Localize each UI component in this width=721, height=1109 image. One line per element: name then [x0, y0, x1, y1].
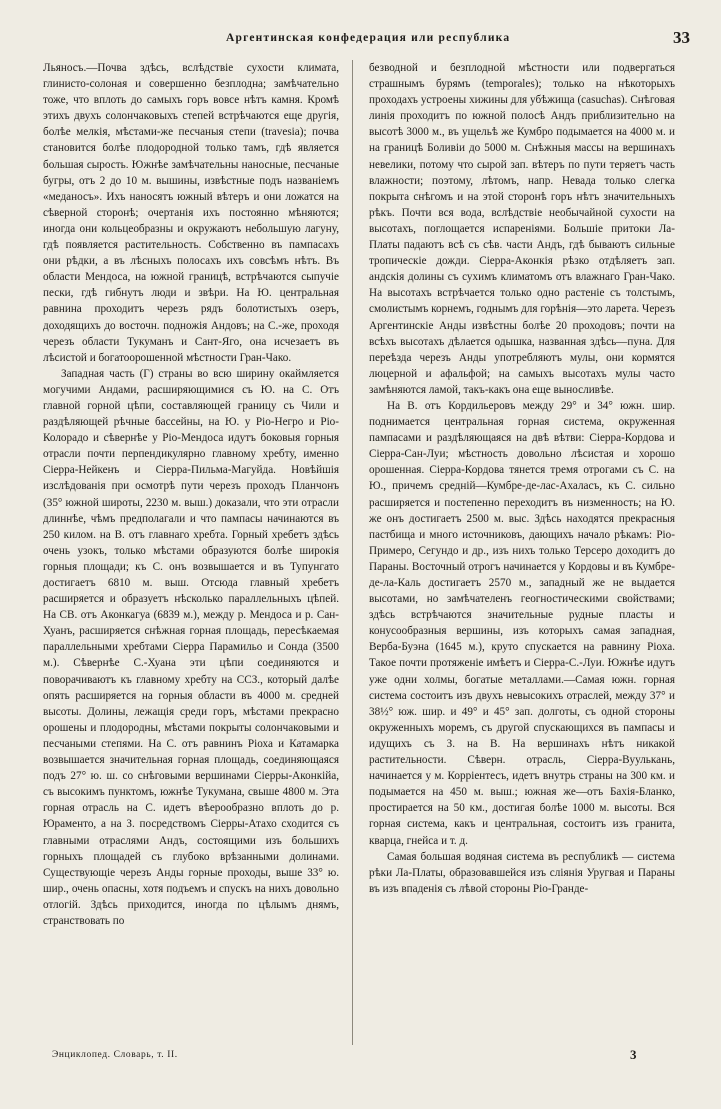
page-header [40, 30, 690, 52]
paragraph: Западная часть (Г) страны во всю ширину окаймляется могучими Андами, расширяющимися съ Ю. на С. Отъ главной горной цѣпи, составляющей границу съ Чили и раздѣляющей рѣчные бассейны, на Ю. у Ріо-Негро и Ріо-Колорадо и сѣвернѣе у Ріо-Мендоса идутъ боковыя горныя отрасли почти перпендикулярно главному хребту, именно Сіерра-Нейкенъ и Сіерра-Пильма-Магуйда. Новѣйшія изслѣдованія при осмотрѣ пути черезъ проходъ Планчонъ (35° южной широты, 2230 м. выш.) доказали, что эти отрасли длиннѣе, чѣмъ предполагали и что пампасы начинаются въ 250 килом. на В. отъ главнаго хребта. Горный хребетъ здѣсь очень узокъ, только мѣстами образуются болѣе широкія горныя площади; къ С. онъ возвышается и въ Тупунгато достигаетъ 6810 м. выш. Отсюда главный хребетъ расширяется и образуетъ нѣсколько параллельныхъ цѣпей. На СВ. отъ Аконкагуа (6839 м.), между р. Мендоса и р. Сан-Хуанъ, расширяется снѣжная горная площадь, пересѣкаемая параллельными хребтами Сіерра Парамильо и Сонда (3500 м.). Сѣвернѣе С.-Хуана эти цѣпи соединяются и поворачиваютъ къ главному хребту на ССЗ., который далѣе опять расширяется на горныя области въ 4000 м. средней высоты. Долины, лежащія среди горъ, мѣстами прекрасно орошены и плодородны, мѣстами покрыты солончаковыми и песчаными степями. На С. отъ равнинъ Ріоха и Катамарка возвышается значительная горная площадь, соединяющаяся подъ 27° ю. ш. со снѣговыми вершинами Сіерры-Аконкійа, съ высокимъ пунктомъ, южнѣе Тукумана, свыше 4800 м. Эта горная отрасль на С. идетъ вѣерообразно вплоть до р. Юраменто, а на З. посредствомъ Сіерры-Атахо сходится съ главными отраслями Андъ, состоящими изъ большихъ горныхъ площадей съ глубоко врѣзанными долинами. Существующіе черезъ Анды горные проходы, выше 33° ю. шир., очень опасны, хотя подъемъ и спускъ на нихъ довольно отлогій. Здѣсь приходится, иногда по цѣлымъ днямъ, странствовать по [43, 367, 339, 927]
paragraph: безводной и безплодной мѣстности или подвергаться страшнымъ бурямъ (temporales); только на нѣкоторыхъ проходахъ устроены хижины для убѣжища (casuchas). Снѣговая линія проходитъ по южной полосѣ Андъ приблизительно на высотѣ 3000 м., въ ущельѣ же Кумбро подымается на 4000 м. и на границѣ Боливіи до 5000 м. Снѣжныя массы на вершинахъ невелики, потому что сырой зап. вѣтеръ по пути теряетъ часть влажности; поэтому, лѣтомъ, напр. Невада только слегка покрыта снѣгомъ и на этой сторонѣ горъ нѣтъ значительныхъ рѣкъ. Почти вся вода, вслѣдствіе необычайной сухости на высотахъ, поглощается испареніями. Большіе притоки Ла-Платы падаютъ всѣ съ сѣв. части Андъ, гдѣ бываютъ сильные тропическіе дожди. Сіерра-Аконкія рѣзко отдѣляетъ зап. андскія долины съ сухимъ климатомъ отъ влажнаго Гран-Чако. На высотахъ встрѣчается только одно растеніе съ толстымъ, смолистымъ корнемъ, годнымъ для горѣнія—это ларета. Черезъ Аргентинскіе Анды извѣстны болѣе 20 проходовъ; почти на всѣхъ высотахъ дѣлается одышка, названная здѣсь—пуна. Для переѣзда черезъ Анды употребляютъ мулы, они кормятся люцерной и афальфой; на самыхъ высотахъ мулы часто замѣняются ламой, такъ-какъ она еще выносливѣе. [369, 62, 675, 396]
column-divider [352, 60, 353, 1045]
right-column [369, 60, 675, 897]
page-number: 33 [673, 28, 690, 47]
footer-source: Энциклопед. Словарь, т. II. [52, 1050, 178, 1060]
running-title: Аргентинская конфедерация или республика [226, 32, 511, 44]
printer-signature: 3 [630, 1047, 637, 1062]
paragraph: Самая большая водяная система въ республикѣ — система рѣки Ла-Платы, образовавшейся изъ сліянія Уругвая и Параны въ изъ впаденія съ лѣвой стороны Ріо-Гранде- [369, 850, 675, 895]
paragraph: Льяносъ.—Почва здѣсь, вслѣдствіе сухости климата, глинисто-солоная и совершенно безплодна; замѣчательно тоже, что вплоть до самыхъ горъ вовсе нѣтъ камня. Кромѣ этихъ двухъ солончаковыхъ степей встрѣчаются еще другія, болѣе мелкія, мѣстами-же песчаныя степи (travesia); почва становится болѣе плодородной только тамъ, гдѣ является большая сырость. Южнѣе замѣчательны наносные, песчаные бугры, отъ 2 до 10 м. вышины, извѣстные подъ названіемъ «меданосъ». Ихъ наносятъ южный вѣтеръ и они ложатся на сѣверной сторонѣ; очертанія ихъ постоянно мѣняются; иногда они кольцеобразны и окружаютъ небольшую лагуну, гдѣ появляется растительность. Собственно въ пампасахъ они рѣдки, а въ лѣсныхъ полосахъ ихъ совсѣмъ нѣтъ. Въ области Мендоса, на южной границѣ, встрѣчаются сыпучіе пески, гдѣ гибнутъ люди и звѣри. На Ю. центральная равнина проходитъ черезъ рядъ болотистыхъ озеръ, доходящихъ до восточн. подножія Андовъ; на С.-же, проходя черезъ области Тукуманъ и Сант-Яго, она исчезаетъ въ лѣсистой и богатоорошенной мѣстности Гран-Чако. [43, 62, 339, 364]
left-column [43, 60, 339, 929]
paragraph: На В. отъ Кордильеровъ между 29° и 34° южн. шир. поднимается центральная горная система, окруженная пампасами и раздѣляющаяся на двѣ вѣтви: Сіерра-Кордова и Сіерра-Сан-Луи; мѣстность довольно лѣсистая и хорошо орошенная. Сіерра-Кордова тянется тремя отрогами съ С. на Ю., причемъ средній—Кумбре-де-лас-Ахаласъ, къ С. сильно расширяется и постепенно переходитъ въ низменность; на Ю. же онъ достигаетъ 2500 м. выс. Здѣсь находятся прекрасныя пастбища и много источниковъ, дающихъ начало рѣкамъ: Ріо-Примеро, Сегундо и др., изъ нихъ только Терсеро доходитъ до Параны. Восточный отрогъ начинается у Кордовы и въ Кумбре-де-ла-Каль достигаетъ 2570 м., западный же не выдается высотами, но замѣчателенъ геогностическими свойствами; здѣсь встрѣчаются значительные рудные пласты и конусообразныя вершины, изъ которыхъ самая западная, Верба-Буэна (1645 м.), круто спускается на равнину Ріоха. Такое почти протяженіе имѣетъ и Сіерра-С.-Луи. Южнѣе идутъ уже одни холмы, богатые металлами.—Самая южн. горная система состоитъ изъ двухъ невысокихъ отраслей, между 37° и 38½° юж. шир. и 49° и 45° зап. долготы, съ одной стороны окруженныхъ моремъ, съ другой спускающихся въ пампасы и идущихъ съ З. на В. На вершинахъ нѣтъ никакой растительности. Сѣверн. отрасль, Сіерра-Вуулькань, начинается у м. Корріентесъ, идетъ внутрь страны на 300 км. и подымается на 450 м. выш.; южная же—отъ Бахія-Бланко, простирается на 50 км., достигая болѣе 1000 м. высоты. Вся горная система, какъ и центральная, состоитъ изъ гранита, кварца, гнейса и т. д. [369, 399, 675, 847]
